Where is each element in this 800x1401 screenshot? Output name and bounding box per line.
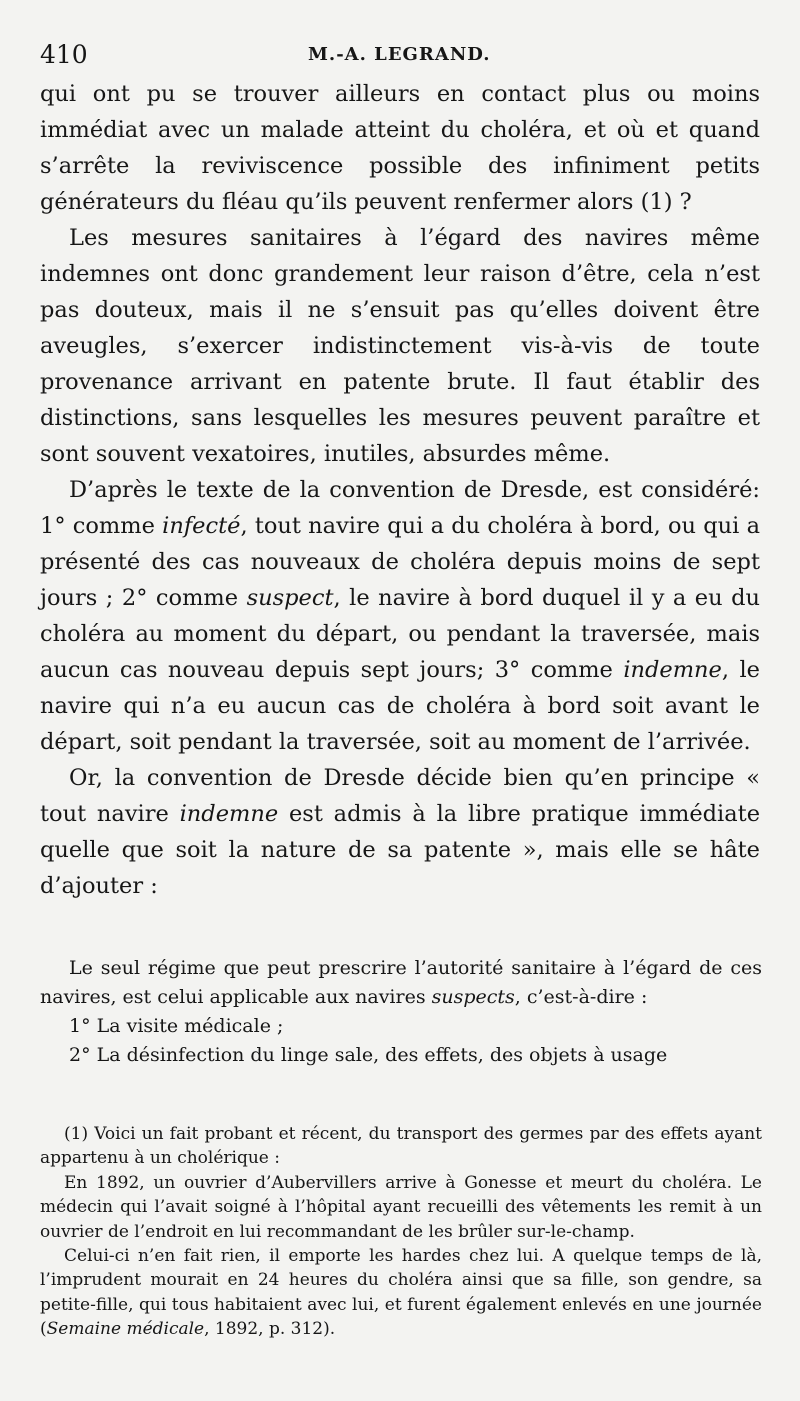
- p4-term-indemne: indemne: [179, 801, 279, 827]
- p4-text-a: Or, la convention de Dresde décide bien qu’en principe « tout navire: [40, 765, 760, 827]
- p3-text-a: D’après le texte de la convention de Dresde, est considéré: 1° comme: [40, 477, 760, 539]
- n3-journal-title: Semaine médicale: [46, 1319, 205, 1340]
- quoted-text: [40, 954, 762, 1070]
- footnote-1-para-3: [40, 1244, 762, 1342]
- footnote-1: (1) Voici un fait probant et récent, du transport des germes par des effets ayant appartenu à un cholérique :: [40, 1124, 762, 1169]
- n3-text-c: , 1892, p. 312).: [204, 1319, 336, 1340]
- footnotes: [40, 1122, 762, 1342]
- q1-text-c: , c’est-à-dire :: [514, 986, 648, 1008]
- page-header: [40, 40, 760, 74]
- quote-item-2: 2° La désinfection du linge sale, des effets, des objets à usage: [69, 1044, 668, 1066]
- running-head: M.-A. LEGRAND.: [308, 44, 491, 65]
- paragraph-4: [40, 760, 760, 904]
- p4-text-c: est admis à la libre pratique immédiate quelle que soit la nature de sa patente », mais elle se hâte d’ajouter :: [40, 801, 761, 899]
- p3-text-c: , tout navire qui a du choléra à bord, ou qui a présenté des cas nouveaux de choléra depuis moins de sept jours ; 2° comme: [40, 513, 760, 611]
- main-text: [40, 76, 760, 904]
- p3-term-infecte: infecté: [162, 513, 241, 539]
- quote-item-1: 1° La visite médicale ;: [69, 1015, 284, 1037]
- p3-text-e: , le navire à bord duquel il y a eu du choléra au moment du départ, ou pendant la traversée, mais aucun cas nouveau depuis sept jours; 3° comme: [40, 585, 760, 683]
- quote-paragraph-1: [40, 954, 762, 1012]
- paragraph-1: qui ont pu se trouver ailleurs en contact plus ou moins immédiat avec un malade atteint du choléra, et où et quand s’arrête la reviviscence possible des infiniment petits générateurs du fléau qu’ils peuvent renfermer alors (1) ?: [40, 81, 760, 215]
- footnote-1-para-2: En 1892, un ouvrier d’Aubervillers arrive à Gonesse et meurt du choléra. Le médecin qui l’avait soigné à l’hôpital ayant recueilli des vêtements les remit à un ouvrier de l’endroit en lui recommandant de les brûler sur-le-champ.: [40, 1172, 762, 1242]
- page-number: 410: [40, 40, 88, 69]
- paragraph-3: [40, 472, 760, 760]
- paragraph-2: Les mesures sanitaires à l’égard des navires même indemnes ont donc grandement leur raison d’être, cela n’est pas douteux, mais il ne s’ensuit pas qu’elles doivent être aveugles, s’exercer indistinctement vis-à-vis de toute provenance arrivant en patente brute. Il faut établir des distinctions, sans lesquelles les mesures peuvent paraître et sont souvent vexatoires, inutiles, absurdes même.: [40, 225, 760, 467]
- q1-term-suspects: suspects: [431, 986, 515, 1008]
- q1-text-a: Le seul régime que peut prescrire l’autorité sanitaire à l’égard de ces navires, est celui applicable aux navires: [40, 957, 762, 1008]
- p3-term-indemne: indemne: [623, 657, 722, 683]
- p3-text-g: , le navire qui n’a eu aucun cas de choléra à bord soit avant le départ, soit pendant la traversée, soit au moment de l’arrivée.: [40, 657, 760, 755]
- p3-term-suspect: suspect: [246, 585, 334, 611]
- n3-text-a: Celui-ci n’en fait rien, il emporte les hardes chez lui. A quelque temps de là, l’imprudent mourait en 24 heures du choléra ainsi que sa fille, son gendre, sa petite-fille, qui tous habitaient avec lui, et furent également enlevés en une journée (: [40, 1246, 762, 1340]
